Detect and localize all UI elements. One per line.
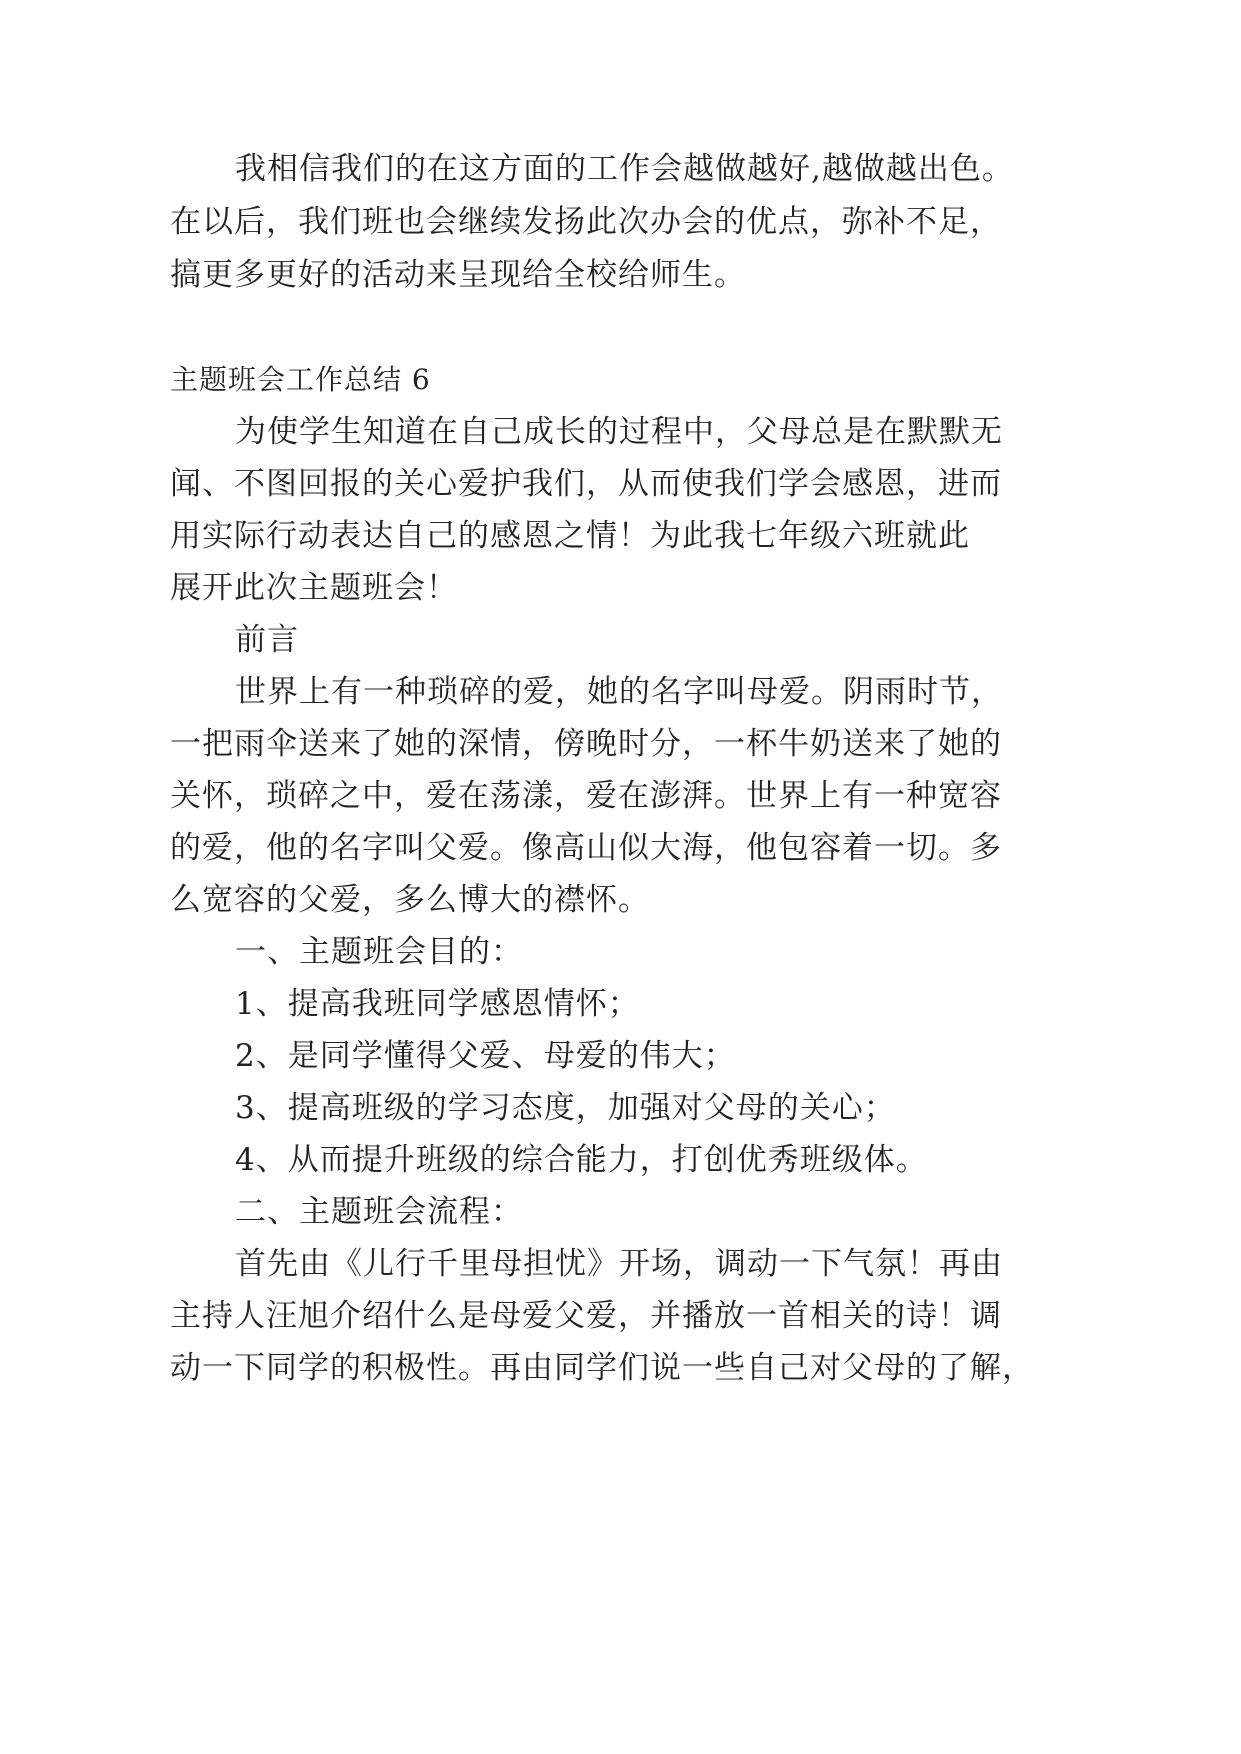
paragraph-line: 为使学生知道在自己成长的过程中，父母总是在默默无	[235, 414, 1003, 450]
paragraph-line: 展开此次主题班会！	[170, 570, 458, 606]
paragraph-line: 闻、不图回报的关心爱护我们，从而使我们学会感恩，进而	[170, 466, 1002, 502]
paragraph-line: 在以后，我们班也会继续发扬此次办会的优点，弥补不足，	[170, 204, 1002, 240]
list-item: 3、提高班级的学习态度，加强对父母的关心；	[235, 1090, 896, 1126]
list-item: 4、从而提升班级的综合能力，打创优秀班级体。	[235, 1142, 928, 1178]
paragraph-line: 的爱，他的名字叫父爱。像高山似大海，他包容着一切。多	[170, 830, 1002, 866]
paragraph-line: 首先由《儿行千里母担忧》开场，调动一下气氛！再由	[235, 1246, 1003, 1282]
paragraph-line: 么宽容的父爱，多么博大的襟怀。	[170, 882, 650, 918]
list-item: 1、提高我班同学感恩情怀；	[235, 986, 640, 1022]
section-heading: 主题班会工作总结 6	[170, 363, 431, 396]
paragraph-line: 搞更多更好的活动来呈现给全校给师生。	[170, 257, 746, 293]
subheading-purpose: 一、主题班会目的：	[235, 934, 523, 970]
paragraph-line: 我相信我们的在这方面的工作会越做越好,越做越出色。	[235, 151, 1014, 187]
paragraph-line: 世界上有一种琐碎的爱，她的名字叫母爱。阴雨时节，	[235, 674, 1003, 710]
paragraph-line: 动一下同学的积极性。再由同学们说一些自己对父母的了解，	[170, 1350, 1034, 1386]
paragraph-line: 主持人汪旭介绍什么是母爱父爱，并播放一首相关的诗！调	[170, 1298, 1002, 1334]
subheading-process: 二、主题班会流程：	[235, 1194, 523, 1230]
paragraph-line: 用实际行动表达自己的感恩之情！为此我七年级六班就此	[170, 518, 970, 554]
paragraph-line: 关怀，琐碎之中，爱在荡漾，爱在澎湃。世界上有一种宽容	[170, 778, 1002, 814]
subheading-preface: 前言	[235, 622, 299, 658]
list-item: 2、是同学懂得父爱、母爱的伟大；	[235, 1038, 736, 1074]
paragraph-line: 一把雨伞送来了她的深情，傍晚时分，一杯牛奶送来了她的	[170, 726, 1002, 762]
